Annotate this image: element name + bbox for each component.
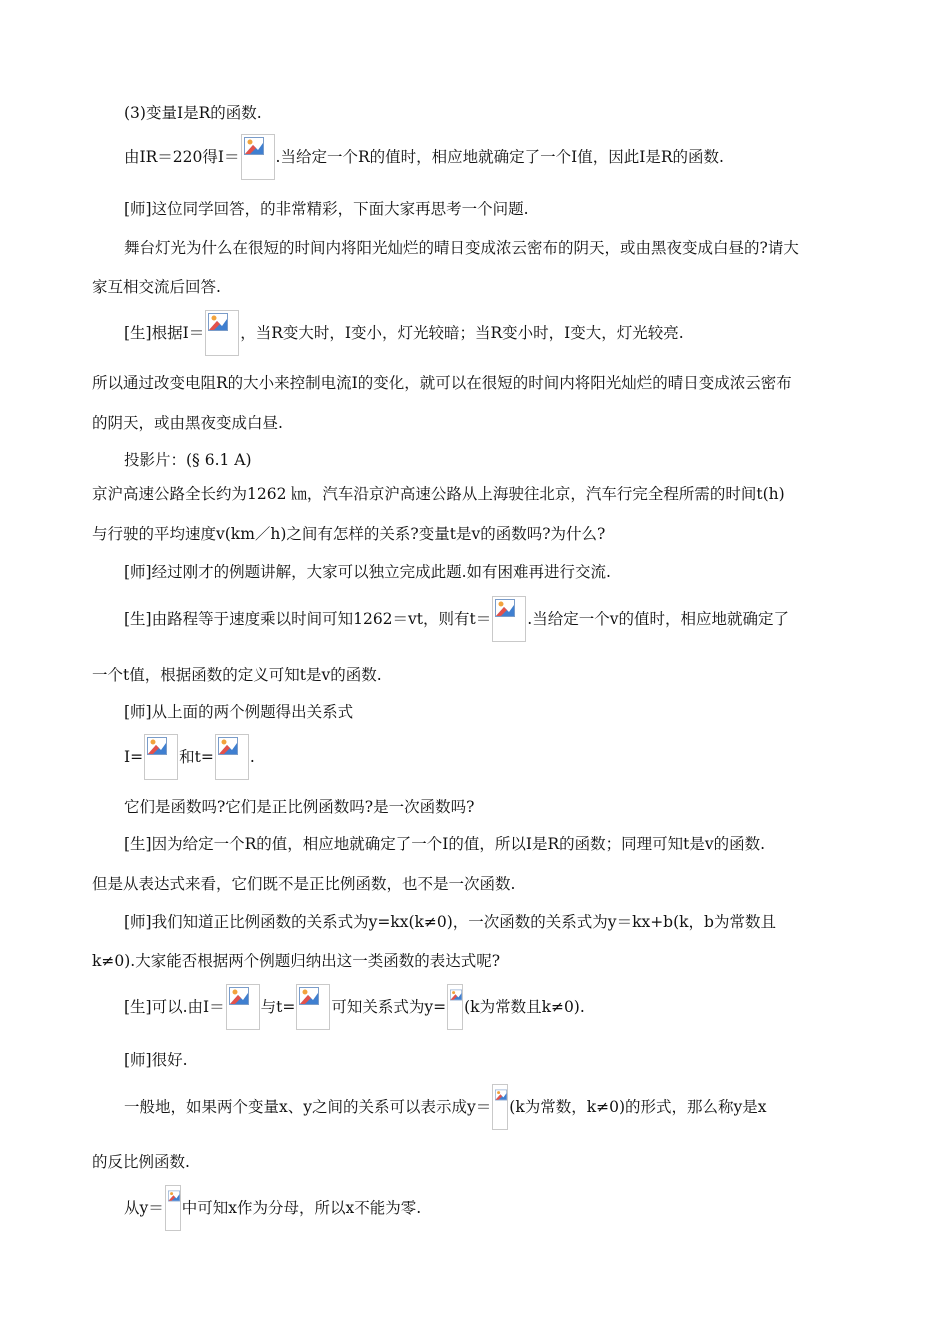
text-line [124,912,776,932]
paragraph-text: [师]我们知道正比例函数的关系式为y=kx(k≠0)，一次函数的关系式为y＝kx+b(k，b为常数且 [124,913,776,931]
paragraph-text: .当给定一个R的值时，相应地就确定了一个Ⅰ值，因此Ⅰ是R的函数. [275,148,724,166]
paragraph-text: 从y＝ [124,1199,164,1217]
paragraph-text: 舞台灯光为什么在很短的时间内将阳光灿烂的晴日变成浓云密布的阴天，或由黑夜变成白昼的?请大 [124,239,799,257]
text-line [124,702,353,722]
paragraph-text: [师]经过刚才的例题讲解，大家可以独立完成此题.如有困难再进行交流. [124,563,611,581]
paragraph-text: . [249,748,255,766]
text-line [124,238,799,258]
formula-image [241,134,275,180]
broken-image-icon [495,1087,507,1103]
paragraph-text: 它们是函数吗?它们是正比例函数吗?是一次函数吗? [124,798,475,816]
broken-image-icon [208,313,228,331]
formula-image [226,984,260,1030]
paragraph-text: ，当R变大时，Ⅰ变小，灯光较暗；当R变小时，Ⅰ变大，灯光较亮. [240,324,684,342]
paragraph-text: (3)变量Ⅰ是R的函数. [124,104,262,122]
text-line [124,103,262,123]
text-line [92,951,500,971]
text-line [92,484,785,504]
paragraph-text: [生]因为给定一个R的值，相应地就确定了一个Ⅰ的值，所以Ⅰ是R的函数；同理可知t是v的函数. [124,835,766,853]
text-line [124,1185,421,1231]
broken-image-icon [244,137,264,155]
text-line [124,450,252,470]
broken-image-icon [147,737,167,755]
paragraph-text: [生]根据Ⅰ＝ [124,324,205,342]
paragraph-text: 的阴天，或由黑夜变成白昼. [92,414,283,432]
text-line [124,1084,767,1130]
paragraph-text: 中可知x作为分母，所以x不能为零. [181,1199,422,1217]
paragraph-text: k≠0).大家能否根据两个例题归纳出这一类函数的表达式呢? [92,952,501,970]
formula-image [492,1084,508,1130]
text-line [92,373,792,393]
text-line [124,134,724,180]
formula-image [144,734,178,780]
text-line [92,1152,190,1172]
formula-image [296,984,330,1030]
formula-image [447,984,463,1030]
broken-image-icon [168,1188,180,1204]
paragraph-text: 和t= [179,748,214,766]
text-line [124,199,529,219]
paragraph-text: 一般地，如果两个变量x、y之间的关系可以表示成y＝ [124,1098,492,1116]
paragraph-text: (k为常数，k≠0)的形式，那么称y是x [509,1098,767,1116]
broken-image-icon [299,987,319,1005]
paragraph-text: 但是从表达式来看，它们既不是正比例函数，也不是一次函数. [92,875,516,893]
paragraph-text: 由IR＝220得Ⅰ＝ [124,148,240,166]
text-line [124,834,765,854]
paragraph-text: [师]这位同学回答，的非常精彩，下面大家再思考一个问题. [124,200,529,218]
paragraph-text: 家互相交流后回答. [92,278,221,296]
paragraph-text: [师]从上面的两个例题得出关系式 [124,703,354,721]
text-line [92,874,515,894]
formula-image [492,596,526,642]
paragraph-text: (k为常数且k≠0). [464,998,585,1016]
text-line [124,562,611,582]
text-line [124,797,474,817]
formula-image [205,310,239,356]
paragraph-text: 一个t值，根据函数的定义可知t是v的函数. [92,666,382,684]
paragraph-text: [生]可以.由Ⅰ＝ [124,998,225,1016]
text-line [124,310,684,356]
text-line [124,984,585,1030]
paragraph-text: 京沪高速公路全长约为1262 ㎞，汽车沿京沪高速公路从上海驶往北京，汽车行完全程所需的时间t(h) [92,485,785,503]
paragraph-text: 可知关系式为y= [331,998,447,1016]
text-line [92,524,605,544]
text-line [92,665,382,685]
paragraph-text: [生]由路程等于速度乘以时间可知1262＝vt，则有t＝ [124,610,492,628]
paragraph-text: 投影片：(§ 6.1 A) [124,451,252,469]
paragraph-text: 与行驶的平均速度v(km／h)之间有怎样的关系?变量t是v的函数吗?为什么? [92,525,606,543]
broken-image-icon [218,737,238,755]
text-line [124,596,789,642]
paragraph-text: I= [124,748,144,766]
paragraph-text: .当给定一个v的值时，相应地就确定了 [527,610,789,628]
formula-image [215,734,249,780]
paragraph-text: 与t= [260,998,296,1016]
paragraph-text: 的反比例函数. [92,1153,190,1171]
broken-image-icon [450,987,462,1003]
text-line [124,1050,188,1070]
broken-image-icon [495,599,515,617]
text-line [92,413,283,433]
text-line [124,734,255,780]
paragraph-text: 所以通过改变电阻R的大小来控制电流Ⅰ的变化，就可以在很短的时间内将阳光灿烂的晴日变成浓云密布 [92,374,792,392]
paragraph-text: [师]很好. [124,1051,188,1069]
text-line [92,277,221,297]
broken-image-icon [229,987,249,1005]
formula-image [165,1185,181,1231]
